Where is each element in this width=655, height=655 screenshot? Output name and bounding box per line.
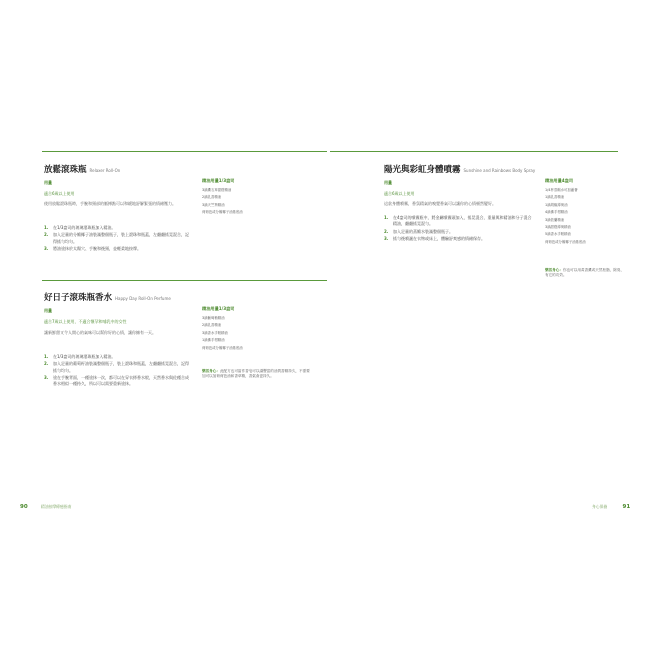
ingredients-title: 精油用量1/3盎司 [202,306,235,311]
age-note: 適合6歲以上使用 [44,191,75,196]
recipe-title-happy-day [44,285,171,304]
steps-list [44,354,192,388]
section-rule [42,280,327,281]
tip-note [202,369,310,380]
ingredient-line: 3滴薰衣草甜橙精油 [202,188,232,192]
ingredient-line: 4滴佛手柑精油 [545,210,568,215]
ingredients-box [202,178,312,217]
ingredient-line: 3滴香水手帕精油 [202,330,228,335]
step-item: 3. 塗在手腕背面，一種塗抹一次，都可以在穿衣搽香水般，天然香水與佐種合成香水相似一種持久，所以可以需要重新塗抹。 [44,374,189,387]
step-item: 3. 將油塗抹於太陽穴、手腕和後頸，並輕柔地按摩。 [44,245,141,251]
ingredient-line: 1滴胡椒薄荷油 [545,202,568,207]
audience-label: 用量 [44,180,52,185]
page-number: 90 [20,504,28,510]
ingredients-box [545,178,625,246]
ingredient-line: 3滴天竺葵精油 [202,202,225,207]
ingredients-title: 精油用量1/3盎司 [202,178,235,183]
recipe-title-en: Relaxer Roll-On [89,168,121,173]
section-rule [42,151,327,152]
step-item: 1. 在4盎司的噴霧瓶中，將金屬噴霧頭加入，搖晃混合，重量與和精油和分子混合精油，翻翻搖晃混勻。 [384,215,532,227]
recipe-title-cn: 陽光與彩虹身體噴霧 [384,165,461,175]
ingredient-line: 1/4杯蒸餾水可加蘆薈 [545,188,578,192]
running-head: 身心保養 [592,504,608,509]
ingredient-line: 2滴乳香精油 [202,323,222,328]
ingredient-line: 荷荷芭或分餾椰子油基底油 [202,345,243,350]
ingredient-line: 3滴葡萄柚精油 [202,316,225,320]
ingredient-line: 荷荷芭或分餾椰子油基底油 [202,210,243,215]
step-item: 3. 搖勻後噴灑在衣物或床上，體驗舒爽感的情緒保存。 [384,235,485,241]
ingredient-line: 1滴乳香精油 [545,195,565,200]
audience-label: 用量 [384,180,392,185]
ingredients-box [202,306,312,352]
age-note: 適合6歲以上使用 [384,191,415,196]
right-folio [592,504,630,510]
tip-note [545,268,625,279]
recipe-title-cn: 放鬆滾珠瓶 [44,165,87,175]
tip-label: 樂活身心： [545,268,563,272]
recipe-intro: 讓新鮮甜又令人開心的氣味可以幫你好的心情，讓你擁有一天。 [44,330,156,335]
recipe-title-sunshine [384,157,535,176]
step-item: 1. 在1/3盎司的玻璃滾珠瓶加入精油。 [44,225,116,230]
recipe-title-relaxer [44,157,120,176]
tip-text: 此配方也可當作香皂可以讓豐富的油質香精持久，不需要加可以加荷荷芭油和香草精，香氣會更持久。 [202,369,310,379]
recipe-title-en: Happy Day Roll-On Perfume [115,296,171,301]
step-item: 2. 加入足量的蒸餾水裝滿整個瓶子。 [384,228,453,234]
ingredient-line: 1滴佛手柑精油 [202,338,225,343]
step-item: 2. 加入足量的葡萄籽油裝滿整個瓶子，裝上滾珠和瓶蓋，左翻翻搖晃混合，記得搖勻均匀。 [44,361,189,373]
section-rule [330,151,618,152]
recipe-title-en: Sunshine and Rainbows Body Spray [463,168,536,173]
recipe-title-cn: 好日子滾珠瓶香水 [44,293,113,303]
tip-text: 你也可以用黃香薰或天然松脂，除臭、有它的功效。 [545,268,625,278]
recipe-intro: 這款身體噴霧，香氛精氣的嗅覺香氣可以讓你的心情頓然變好。 [384,201,496,206]
steps-list [384,215,532,243]
recipe-intro: 使用放鬆滾珠瓶時，手腕和頸部的脈搏點可以和緩地舒解緊張的情緒壓力。 [44,201,176,206]
ingredient-line: 5滴香水手帕精油 [545,232,571,237]
tip-label: 樂活身心： [202,369,220,373]
step-item: 1. 在1/3盎司的玻璃滾珠瓶加入精油。 [44,354,116,359]
step-item: 2. 加入足量的分餾椰子油裝滿整個瓶子，裝上滾珠和瓶蓋，左翻翻搖晃混合，記得搖勻均匀。 [44,232,189,244]
ingredient-line: 3滴依蘭精油 [545,217,565,222]
running-head: 精油按摩療癒指南 [41,504,72,509]
audience-label: 用量 [44,308,52,313]
left-folio [20,504,71,510]
ingredients-title: 精油用量4盎司 [545,178,574,183]
steps-list [44,225,192,253]
ingredient-line: 2滴乳香精油 [202,195,222,200]
page-number: 91 [622,504,631,510]
ingredient-line: 3滴甜橙薄荷精油 [545,225,571,230]
ingredient-line: 荷荷芭或分餾椰子油基底油 [545,239,586,244]
age-note: 適合7歲以上使用，不適合懷孕和哺乳中的女性 [44,319,127,324]
